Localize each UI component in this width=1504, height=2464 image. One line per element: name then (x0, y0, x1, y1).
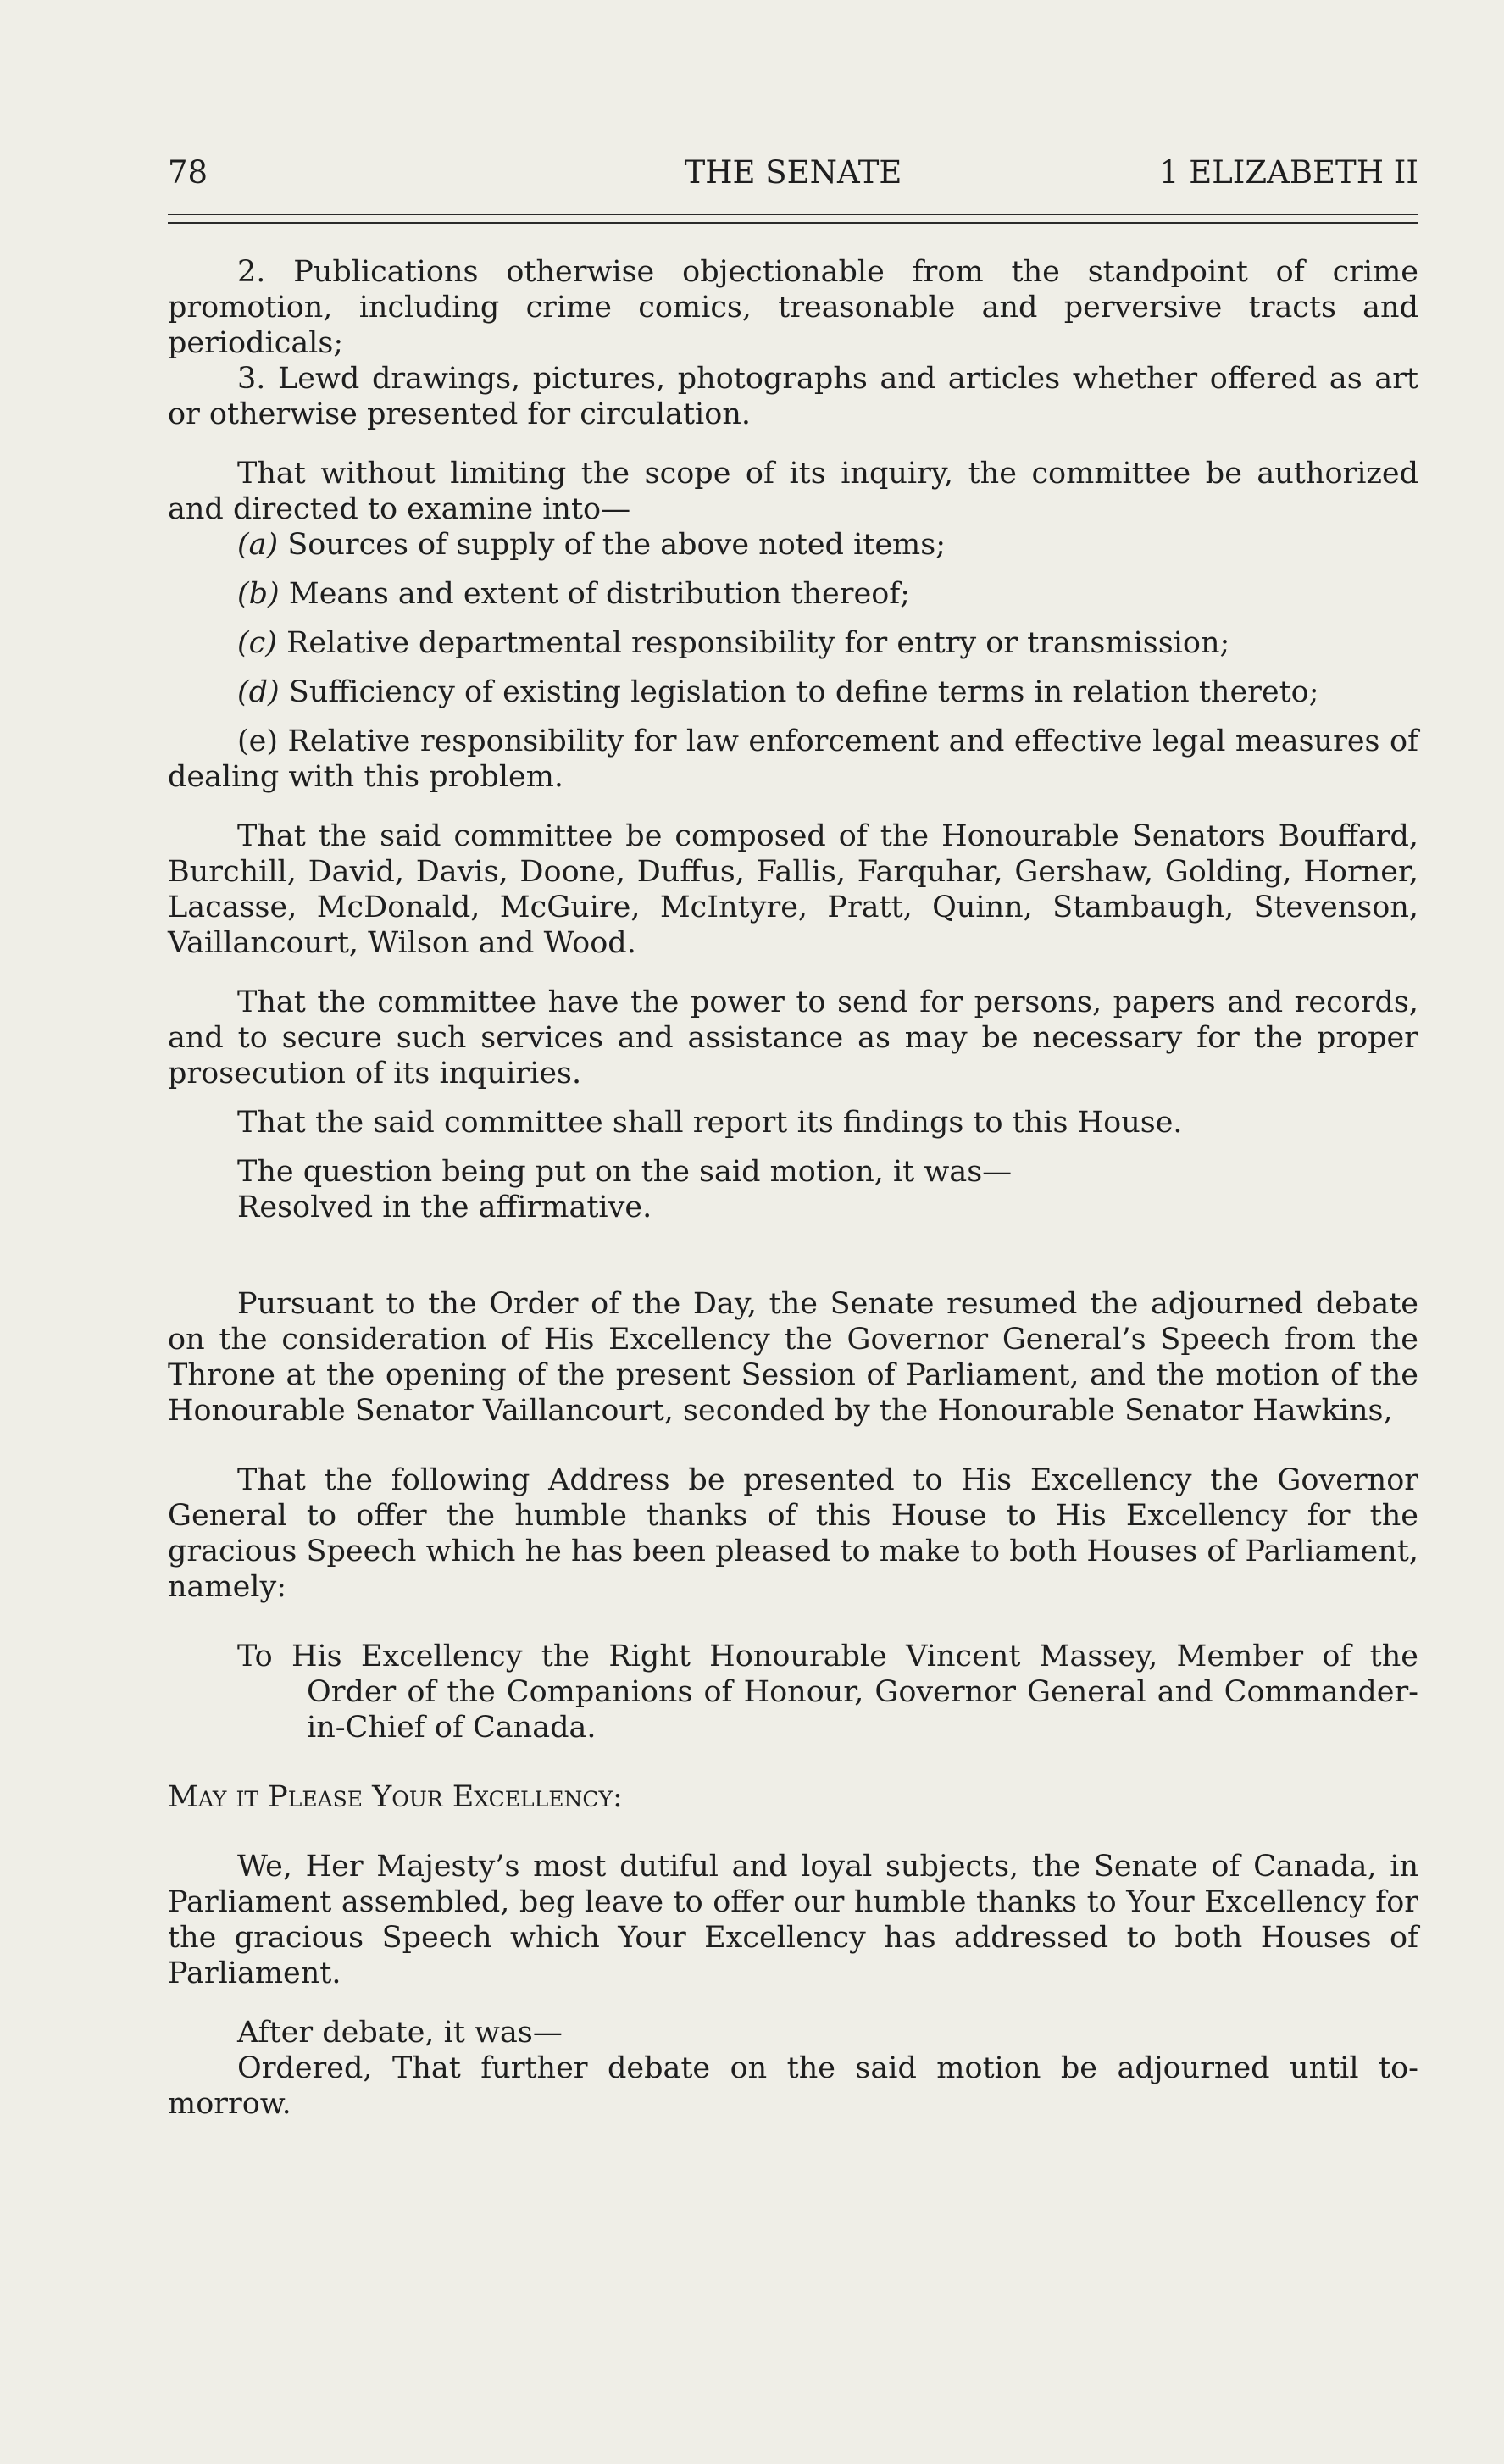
address-recipient: To His Excellency the Right Honourable Vincent Massey, Member of the Order of the Companions of Honour, Governor General and Commander-in-Chief of Canada. (237, 1640, 1418, 1745)
header-session: 1 ELIZABETH II (1158, 154, 1418, 191)
address-motion: That the following Address be presented to His Excellency the Governor General to offer the humble thanks of this House to His Excellency for the gracious Speech which he has been pleased to make to both Houses of Parliament, namely: (168, 1463, 1418, 1604)
subitem-text: Sufficiency of existing legislation to define terms in relation thereto; (288, 675, 1319, 709)
committee-power: That the committee have the power to send for persons, papers and records, and to secure such services and assistance as may be necessary for the proper prosecution of its inquiries. (168, 985, 1418, 1090)
subitem-letter: (d) (237, 675, 280, 709)
salutation: May it Please Your Excellency: (168, 1780, 623, 1814)
question-put: The question being put on the said motion, it was— (237, 1155, 1013, 1189)
subitem-text: Relative responsibility for law enforcement and effective legal measures of dealing with this problem. (168, 724, 1418, 794)
committee-report: That the said committee shall report its findings to this House. (237, 1106, 1183, 1140)
header-rule-bottom (168, 222, 1418, 224)
subitem-text: Means and extent of distribution thereof; (288, 577, 911, 611)
subitem-d (168, 674, 1418, 710)
subitem-text: Relative departmental responsibility for entry or transmission; (286, 626, 1230, 660)
header-rule-top (168, 214, 1418, 215)
inquiry-intro: That without limiting the scope of its inquiry, the committee be authorized and directed to examine into— (168, 457, 1418, 526)
subitem-c (168, 625, 1418, 661)
subitem-a (168, 527, 1418, 563)
order-of-day: Pursuant to the Order of the Day, the Senate resumed the adjourned debate on the consideration of His Excellency the Governor General’s Speech from the Throne at the opening of the present Session of Parliament, and the motion of the Honourable Senator Vaillancourt, seconded by the Honourable Senator Hawkins, (168, 1287, 1418, 1428)
resolved: Resolved in the affirmative. (237, 1190, 652, 1224)
subitem-letter: (c) (237, 626, 277, 660)
page-number: 78 (168, 154, 208, 191)
running-header (168, 151, 1418, 195)
subitem-letter: (e) (237, 724, 279, 758)
subitem-b (168, 576, 1418, 612)
item-3: 3. Lewd drawings, pictures, photographs and articles whether offered as art or otherwise presented for circulation. (168, 362, 1418, 431)
address-body: We, Her Majesty’s most dutiful and loyal subjects, the Senate of Canada, in Parliament assembled, beg leave to offer our humble thanks to Your Excellency for the gracious Speech which Your Excellency has addressed to both Houses of Parliament. (168, 1850, 1418, 1990)
subitem-letter: (b) (237, 577, 280, 611)
committee-composition: That the said committee be composed of the Honourable Senators Bouffard, Burchill, David, Davis, Doone, Duffus, Fallis, Farquhar, Gershaw, Golding, Horner, Lacasse, McDonald, McGuire, McIntyre, Pratt, Quinn, Stambaugh, Stevenson, Vaillancourt, Wilson and Wood. (168, 819, 1418, 960)
subitem-letter: (a) (237, 528, 279, 562)
subitem-e (168, 724, 1418, 795)
subitem-text: Sources of supply of the above noted items; (287, 528, 946, 562)
item-2: 2. Publications otherwise objectionable from the standpoint of crime promotion, including crime comics, treasonable and perversive tracts and periodicals; (168, 255, 1418, 360)
header-title: THE SENATE (684, 154, 902, 191)
document-body (168, 254, 1418, 2122)
ordered: Ordered, That further debate on the said motion be adjourned until to-morrow. (168, 2051, 1418, 2121)
after-debate: After debate, it was— (237, 2016, 563, 2050)
